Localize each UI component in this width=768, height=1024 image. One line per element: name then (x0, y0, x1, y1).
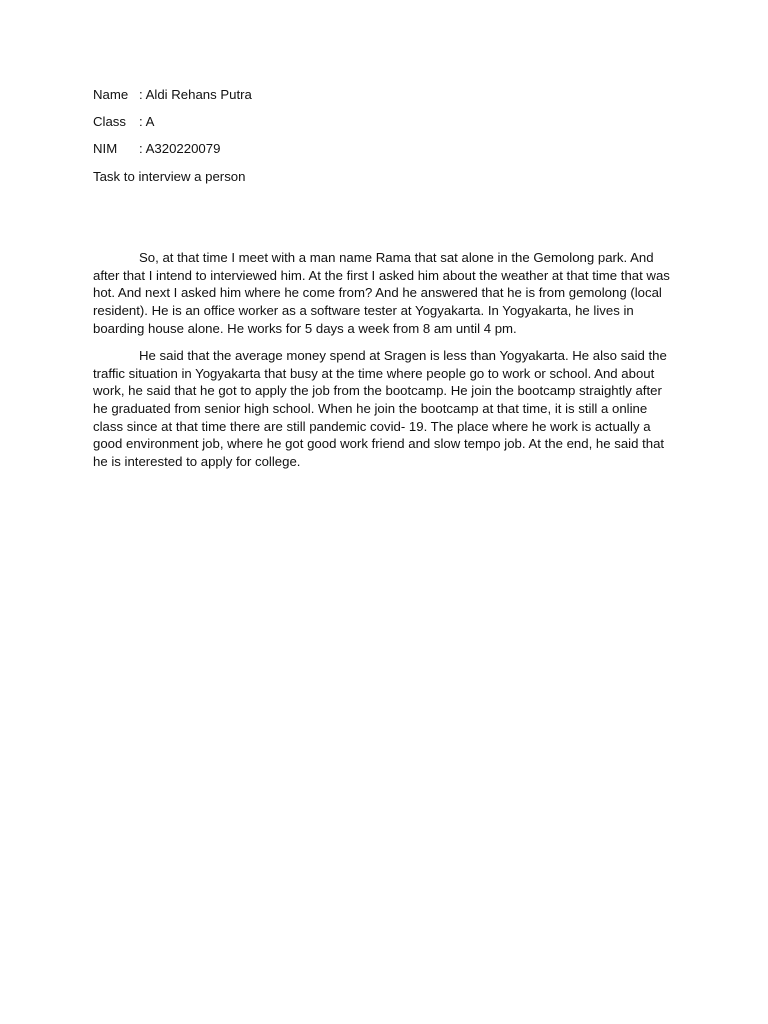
nim-label: NIM (93, 141, 118, 157)
paragraph-1: So, at that time I meet with a man name Rama that sat alone in the Gemolong park. And after that I intend to interviewed him. At the first I asked him about the weather at that time that was hot. And next I asked him where he come from? And he answered that he is from gemolong (local resident). He is an office worker as a software tester at Yogyakarta. In Yogyakarta, he lives in boarding house alone. He works for 5 days a week from 8 am until 4 pm. (93, 250, 670, 336)
class-label: Class (93, 114, 126, 130)
nim-value: : A320220079 (139, 141, 221, 157)
document-content (93, 86, 673, 480)
name-label: Name (93, 87, 129, 102)
class-field-row (93, 113, 673, 131)
class-value: : A (139, 114, 155, 130)
paragraph-2: He said that the average money spend at Sragen is less than Yogyakarta. He also said the traffic situation in Yogyakarta that busy at the time where people go to work or school. And about work, he said that he got to apply the job from the bootcamp. He join the bootcamp straightly after he graduated from senior high school. When he join the bootcamp at that time, it is still a online class since at that time there are still pandemic covid- 19. The place where he work is actually a good environment job, where he got good work friend and slow tempo job. At the end, he said that he is interested to apply for college. (93, 348, 667, 469)
document-body (93, 249, 673, 470)
name-field-row (93, 86, 673, 104)
task-title: Task to interview a person (93, 168, 246, 184)
nim-field-row (93, 140, 673, 158)
name-value: : Aldi Rehans Putra (139, 87, 252, 102)
